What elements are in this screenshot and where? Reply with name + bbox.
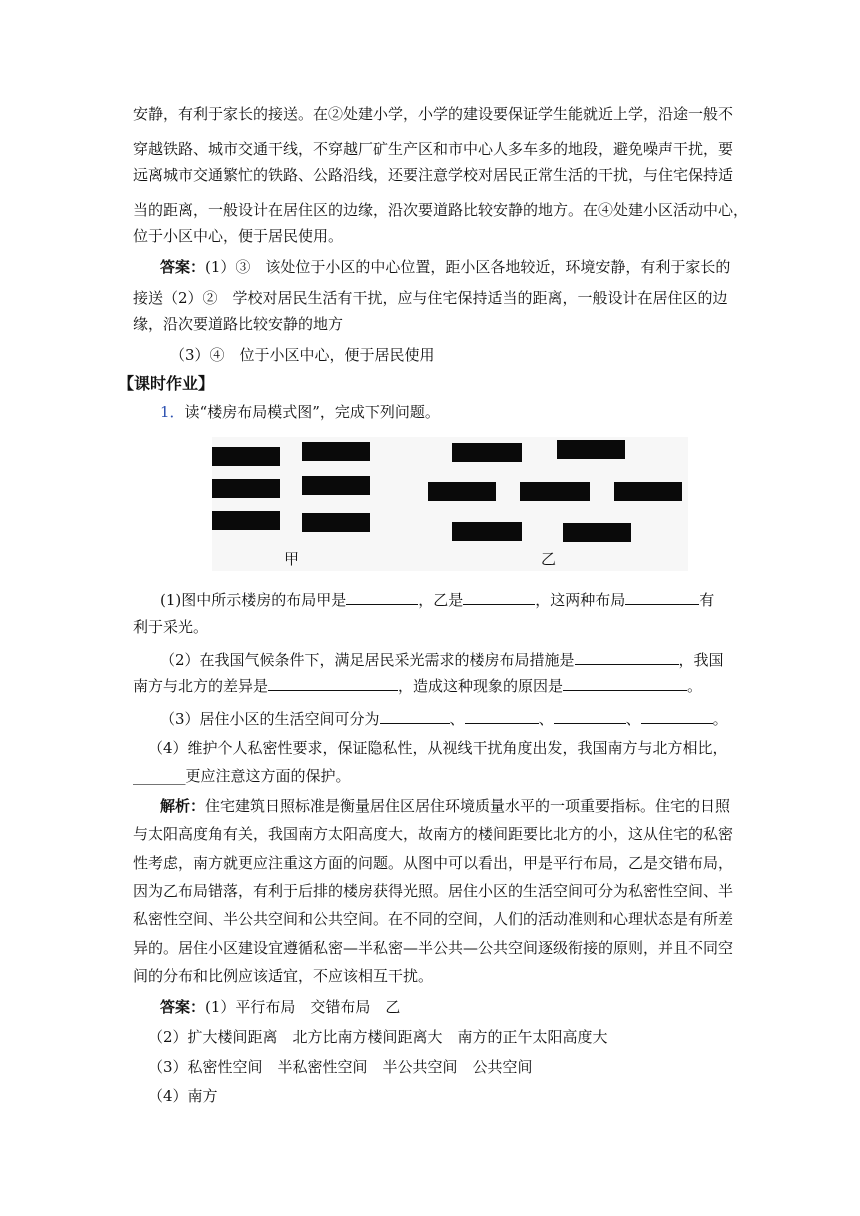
answer-line: （4）南方 (148, 1087, 218, 1105)
building-layout-figure (212, 437, 688, 571)
paragraph-line: 位于小区中心，便于居民使用。 (133, 227, 344, 245)
answer-line: 答案：(1）③ 该处位于小区的中心位置，距小区各地较近，环境安静，有利于家长的 (160, 258, 731, 276)
question-item-1: (1)图中所示楼房的布局甲是 ，乙是 ，这两种布局 有 (160, 591, 715, 609)
building-block (212, 447, 280, 466)
building-block (302, 513, 370, 532)
answer-line: （3）④ 位于小区中心，便于居民使用 (170, 346, 435, 364)
answer-blank (554, 709, 626, 724)
answer-blank (346, 590, 418, 605)
building-block (212, 479, 280, 498)
building-block (557, 440, 625, 459)
question-item-4: （4）维护个人私密性要求，保证隐私性，从视线干扰角度出发，我国南方与北方相比， (148, 739, 728, 757)
question-item-2-cont: 南方与北方的差异是 ，造成这种现象的原因是 。 (133, 677, 703, 695)
answer-label: 答案： (160, 258, 206, 276)
answer-blank (463, 590, 535, 605)
answer-blank (268, 676, 398, 691)
building-block (563, 523, 631, 542)
answer-blank (465, 709, 539, 724)
answer-line: 缘，沿次要道路比较安静的地方 (133, 315, 344, 333)
answer-label: 答案： (160, 998, 206, 1016)
building-block (302, 476, 370, 495)
question-number: 1． (160, 403, 185, 421)
building-block (452, 443, 522, 462)
building-block (302, 442, 370, 461)
question-item-3: （3）居住小区的生活空间可分为 、 、 、 。 (160, 710, 728, 728)
question-stem: 1．读“楼房布局模式图”，完成下列问题。 (160, 403, 440, 421)
building-block (428, 482, 496, 501)
building-block (520, 482, 590, 501)
answer-line: （2）扩大楼间距离 北方比南方楼间距离大 南方的正午太阳高度大 (148, 1028, 608, 1046)
answer-line: 接送（2）② 学校对居民生活有干扰，应与住宅保持适当的距离，一般设计在居住区的边 (133, 289, 728, 307)
answer-blank (641, 709, 713, 724)
building-block (212, 511, 280, 530)
paragraph-line: 穿越铁路、城市交通干线，不穿越厂矿生产区和市中心人多车多的地段，避免噪声干扰，要 (133, 140, 734, 158)
question-item-1-cont: 利于采光。 (133, 618, 209, 636)
building-block (614, 482, 682, 501)
figure-label-jia: 甲 (284, 550, 300, 568)
analysis-line: 与太阳高度角有关，我国南方太阳高度大，故南方的楼间距要比北方的小，这从住宅的私密 (133, 825, 734, 843)
answer-blank (625, 590, 699, 605)
analysis-line: 异的。居住小区建设宜遵循私密—半私密—半公共—公共空间逐级衔接的原则，并且不同空 (133, 939, 734, 957)
analysis-line: 间的分布和比例应该适宜，不应该相互干扰。 (133, 967, 434, 985)
question-item-4-cont: _______更应注意这方面的保护。 (133, 767, 351, 785)
building-block (452, 522, 522, 541)
section-heading: 【课时作业】 (118, 374, 215, 393)
analysis-label: 解析： (160, 797, 206, 815)
answer-blank (575, 650, 679, 665)
answer-blank (380, 709, 450, 724)
analysis-line: 因为乙布局错落，有利于后排的楼房获得光照。居住小区的生活空间可分为私密性空间、半 (133, 882, 734, 900)
answer-line: 答案：(1）平行布局 交错布局 乙 (160, 998, 401, 1016)
figure-label-yi: 乙 (541, 550, 557, 568)
answer-line: （3）私密性空间 半私密性空间 半公共空间 公共空间 (148, 1058, 533, 1076)
answer-blank (563, 676, 687, 691)
question-item-2: （2）在我国气候条件下，满足居民采光需求的楼房布局措施是 ，我国 (160, 651, 724, 669)
analysis-line: 私密性空间、半公共空间和公共空间。在不同的空间，人们的活动准则和心理状态是有所差 (133, 910, 734, 928)
analysis-line: 性考虑，南方就更应注重这方面的问题。从图中可以看出，甲是平行布局，乙是交错布局， (133, 854, 734, 872)
analysis-line: 解析：住宅建筑日照标准是衡量居住区居住环境质量水平的一项重要指标。住宅的日照 (160, 797, 731, 815)
paragraph-line: 远离城市交通繁忙的铁路、公路沿线，还要注意学校对居民正常生活的干扰，与住宅保持适 (133, 166, 734, 184)
paragraph-line: 安静，有利于家长的接送。在②处建小学，小学的建设要保证学生能就近上学，沿途一般不 (133, 105, 734, 123)
paragraph-line: 当的距离，一般设计在居住区的边缘，沿次要道路比较安静的地方。在④处建小区活动中心， (133, 201, 749, 219)
